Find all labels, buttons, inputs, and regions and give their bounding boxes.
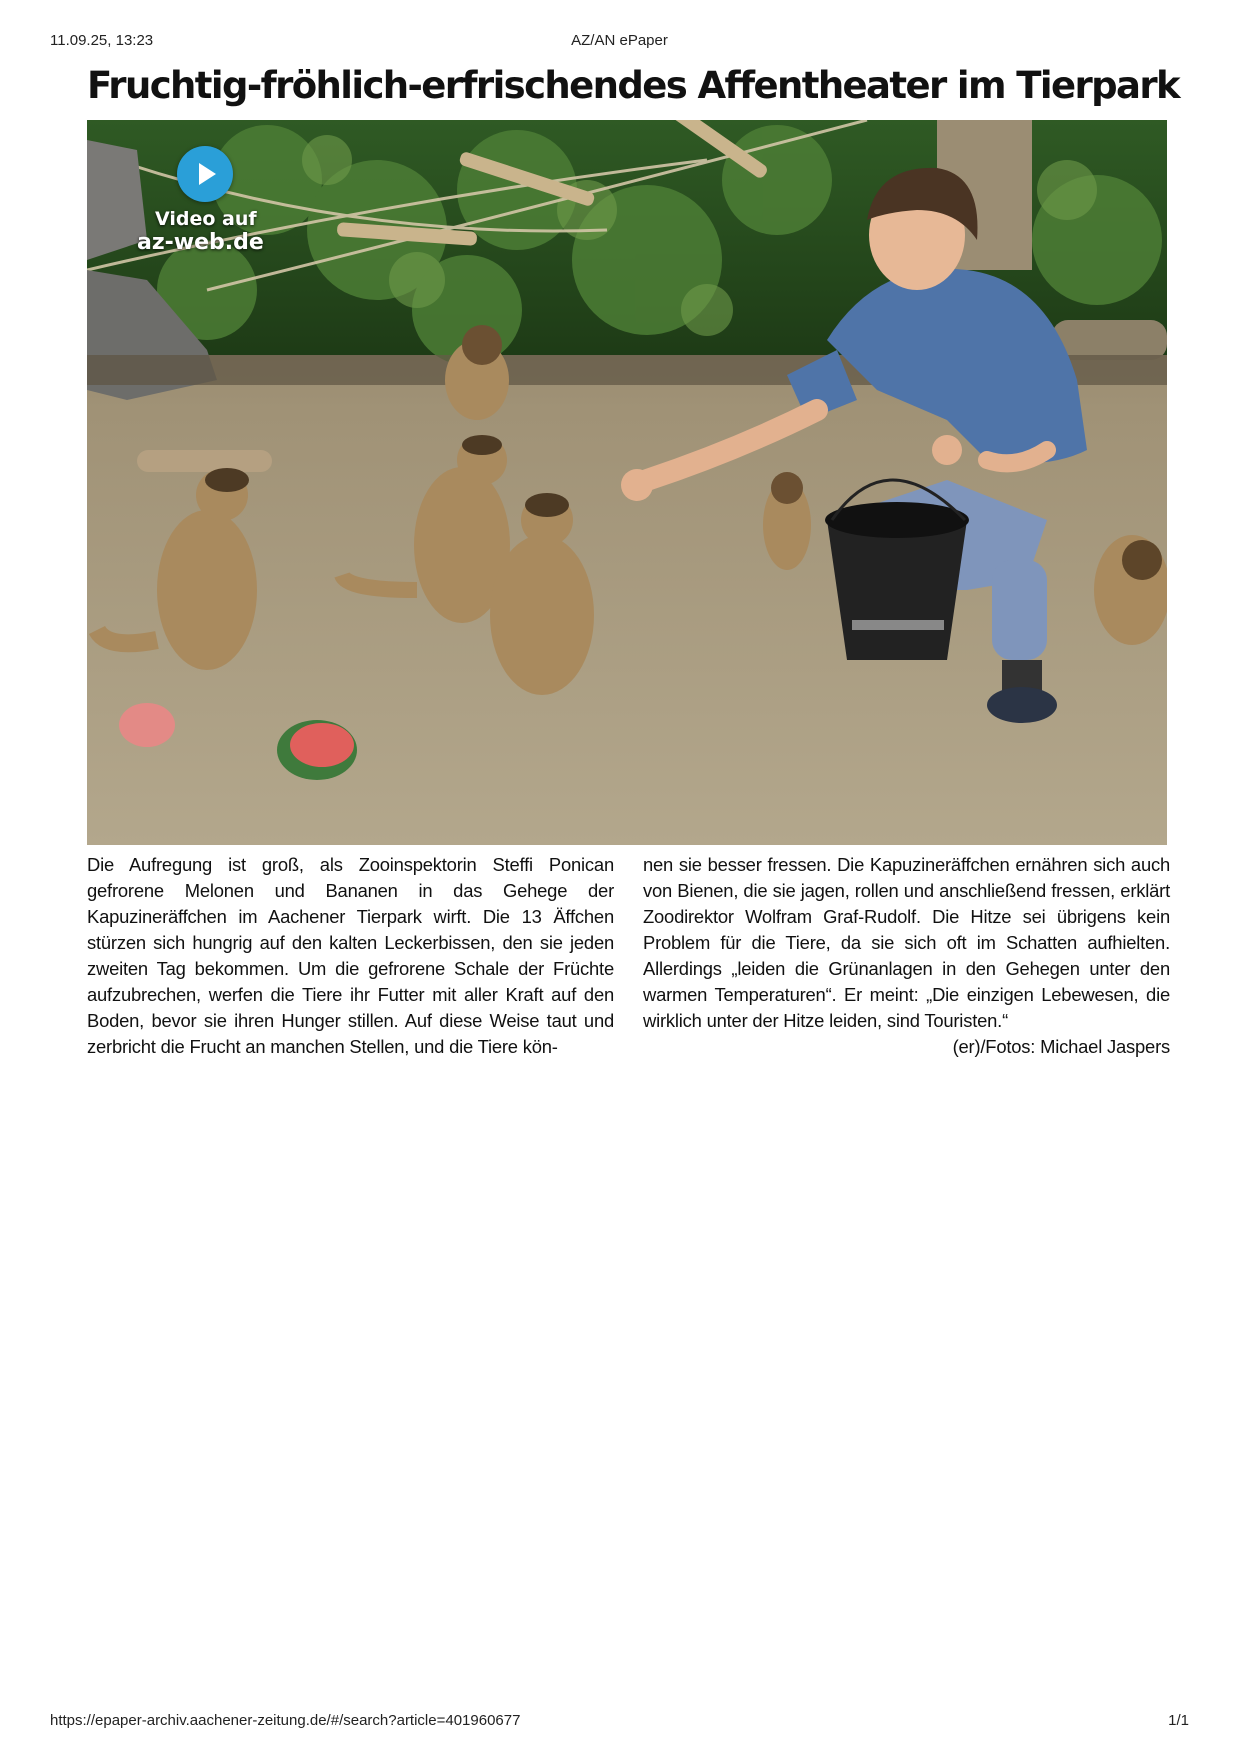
article-photo xyxy=(87,120,1167,845)
print-datetime: 11.09.25, 13:23 xyxy=(50,32,154,49)
play-icon[interactable] xyxy=(177,146,233,202)
print-page-number: 1/1 xyxy=(1168,1712,1189,1729)
video-badge-line2: az-web.de xyxy=(137,230,264,255)
video-badge-line1: Video auf xyxy=(155,208,257,230)
print-url[interactable]: https://epaper-archiv.aachener-zeitung.de/#/search?article=401960677 xyxy=(50,1712,521,1729)
print-header xyxy=(50,32,1189,52)
credit-line xyxy=(643,1034,1170,1060)
article-text-part1: Die Aufregung ist groß, als Zooinspektorin Steffi Ponican gefrorene Melonen und Bananen in das Gehege der Kapuzineräffchen im Aachener Tierpark wirft. Die 13 Äffchen stürzen sich hungrig auf den kalten Leckerbissen, den sie jeden zweiten Tag bekommen. Um die gefrorene Schale der Früchte aufzubrechen, werfen die Tiere ihr Futter mit aller Kraft auf den Boden, bevor sie ihren Hunger stillen. Auf diese Weise taut und zerbricht die Frucht an manchen Stellen, und die Tiere kön- xyxy=(87,854,614,1057)
article-column-1 xyxy=(87,852,614,1060)
photo-credit: (er)/Fotos: Michael Jaspers xyxy=(952,1036,1170,1057)
article-text-part2: nen sie besser fressen. Die Kapuzineräffchen ernähren sich auch von Bienen, die sie jagen, rollen und anschließend fressen, erklärt Zoodirektor Wolfram Graf-Rudolf. Die Hitze sei übrigens kein Problem für die Tiere, da sie sich oft im Schatten aufhielten. Allerdings „leiden die Grünanlagen in den Gehegen unter den warmen Temperaturen“. Er meint: „Die einzigen Lebewesen, die wirklich unter der Hitze leiden, sind Touristen.“ xyxy=(643,854,1170,1031)
article-headline: Fruchtig-fröhlich-erfrischendes Affentheater im Tierpark xyxy=(87,64,1180,107)
article-column-2 xyxy=(643,852,1170,1060)
print-footer xyxy=(50,1712,1189,1732)
print-title: AZ/AN ePaper xyxy=(571,32,668,49)
video-badge[interactable] xyxy=(137,146,317,266)
